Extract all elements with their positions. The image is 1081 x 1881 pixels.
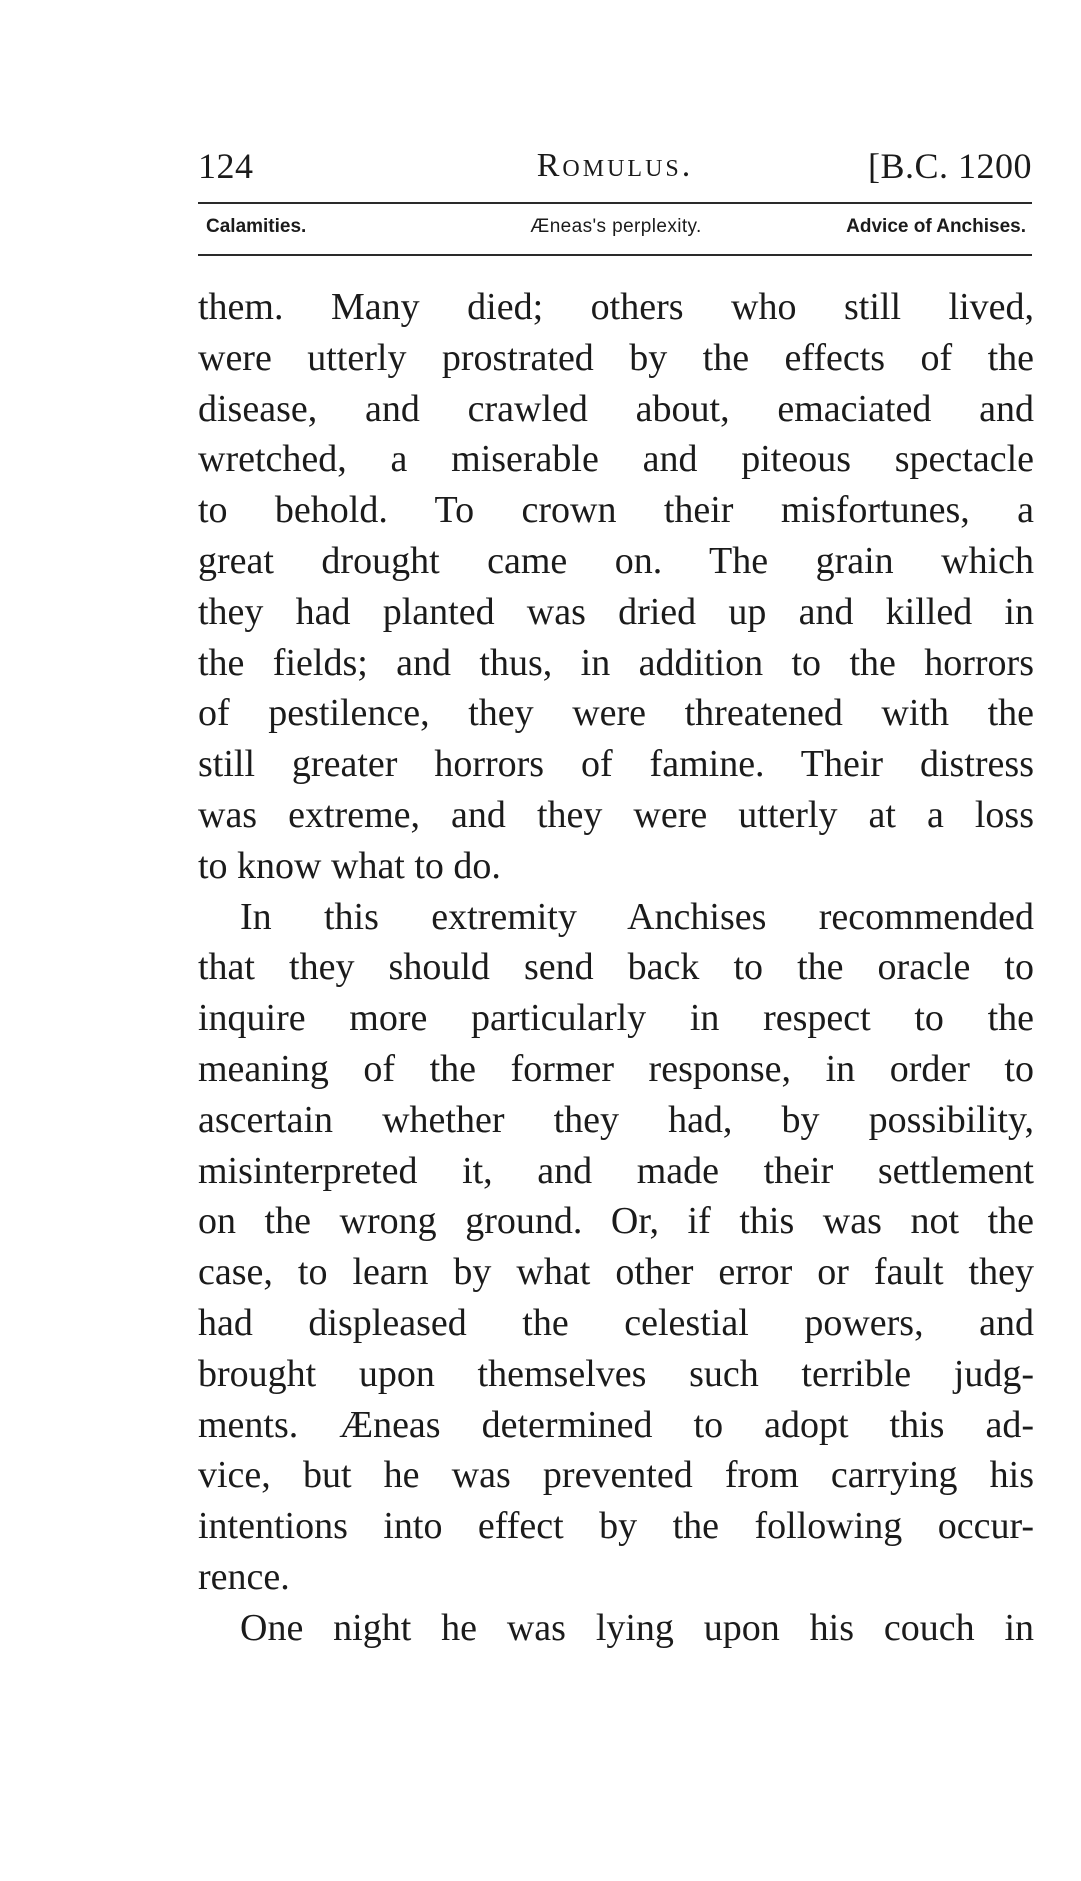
text-line: inquire more particularly in respect to the xyxy=(198,997,1034,1040)
paragraph xyxy=(198,282,1034,892)
text-line: In this extremity Anchises recommended xyxy=(240,895,1034,938)
text-line: ascertain whether they had, by possibility, xyxy=(198,1098,1034,1141)
side-notes xyxy=(206,212,1026,242)
text-line: meaning of the former response, in order to xyxy=(198,1047,1034,1090)
text-line: wretched, a miserable and piteous spectacle xyxy=(198,438,1034,481)
text-line: had displeased the celestial powers, and xyxy=(198,1301,1034,1344)
text-line: still greater horrors of famine. Their distress xyxy=(198,743,1034,786)
text-line: rence. xyxy=(198,1555,290,1598)
text-line: on the wrong ground. Or, if this was not the xyxy=(198,1200,1034,1243)
page-date: [B.C. 1200 xyxy=(867,146,1032,186)
header-rule-bottom xyxy=(198,254,1032,256)
text-line: ments. Æneas determined to adopt this ad- xyxy=(198,1403,1034,1446)
text-line: them. Many died; others who still lived, xyxy=(198,286,1034,328)
text-line: misinterpreted it, and made their settlement xyxy=(198,1149,1034,1192)
text-line: that they should send back to the oracle to xyxy=(198,946,1034,989)
text-line: to know what to do. xyxy=(198,844,501,887)
side-note-right: Advice of Anchises. xyxy=(846,216,1026,237)
text-line: disease, and crawled about, emaciated and xyxy=(198,387,1034,430)
running-header xyxy=(198,146,1032,186)
text-line: case, to learn by what other error or fault they xyxy=(198,1251,1034,1294)
text-line: intentions into effect by the following occur- xyxy=(198,1505,1034,1548)
text-line: vice, but he was prevented from carrying his xyxy=(198,1454,1034,1497)
text-line: was extreme, and they were utterly at a loss xyxy=(198,793,1034,836)
text-line: they had planted was dried up and killed in xyxy=(198,590,1034,633)
text-line: of pestilence, they were threatened with the xyxy=(198,692,1034,735)
text-line: One night he was lying upon his couch in xyxy=(240,1606,1034,1649)
page-title: Romulus. xyxy=(536,147,694,184)
header-rule-top xyxy=(198,202,1032,204)
side-note-center: Æneas's perplexity. xyxy=(530,216,702,237)
side-note-left: Calamities. xyxy=(206,216,307,237)
text-line: great drought came on. The grain which xyxy=(198,539,1034,582)
text-line: were utterly prostrated by the effects of the xyxy=(198,336,1034,379)
text-line: to behold. To crown their misfortunes, a xyxy=(198,489,1034,532)
paragraph xyxy=(198,1603,1034,1654)
text-line: brought upon themselves such terrible judg- xyxy=(198,1352,1034,1395)
paragraph xyxy=(198,892,1034,1603)
page-number: 124 xyxy=(198,146,254,186)
body-text xyxy=(198,282,1034,1654)
text-line: the fields; and thus, in addition to the horrors xyxy=(198,641,1034,684)
